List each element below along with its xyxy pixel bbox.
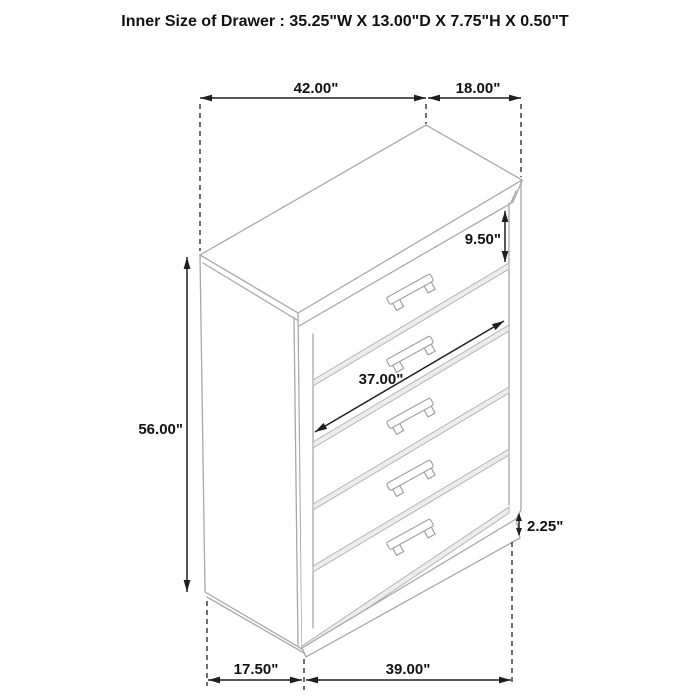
dimension-overall-height-label: 56.00" xyxy=(138,421,183,438)
page-title: Inner Size of Drawer : 35.25"W X 13.00"D X 7.75"H X 0.50"T xyxy=(121,13,569,30)
dimension-base-depth xyxy=(208,661,302,683)
dimension-top-depth-label: 18.00" xyxy=(455,80,501,97)
dimension-base-depth-label: 17.50" xyxy=(233,661,279,678)
dimension-top-depth xyxy=(428,80,521,101)
dimension-drawer-front-width-label: 37.00" xyxy=(358,371,404,388)
dimension-top-width xyxy=(200,80,426,101)
dimension-base-width-label: 39.00" xyxy=(385,661,431,678)
dimension-overall-height xyxy=(138,257,190,592)
dimension-base-height-label: 2.25" xyxy=(527,518,564,535)
dimension-base-height xyxy=(516,513,563,536)
dimension-base-width xyxy=(306,661,511,683)
cabinet-drawing xyxy=(200,125,522,657)
dimension-top-drawer-height-label: 9.50" xyxy=(464,231,501,248)
dimension-top-width-label: 42.00" xyxy=(293,80,339,97)
